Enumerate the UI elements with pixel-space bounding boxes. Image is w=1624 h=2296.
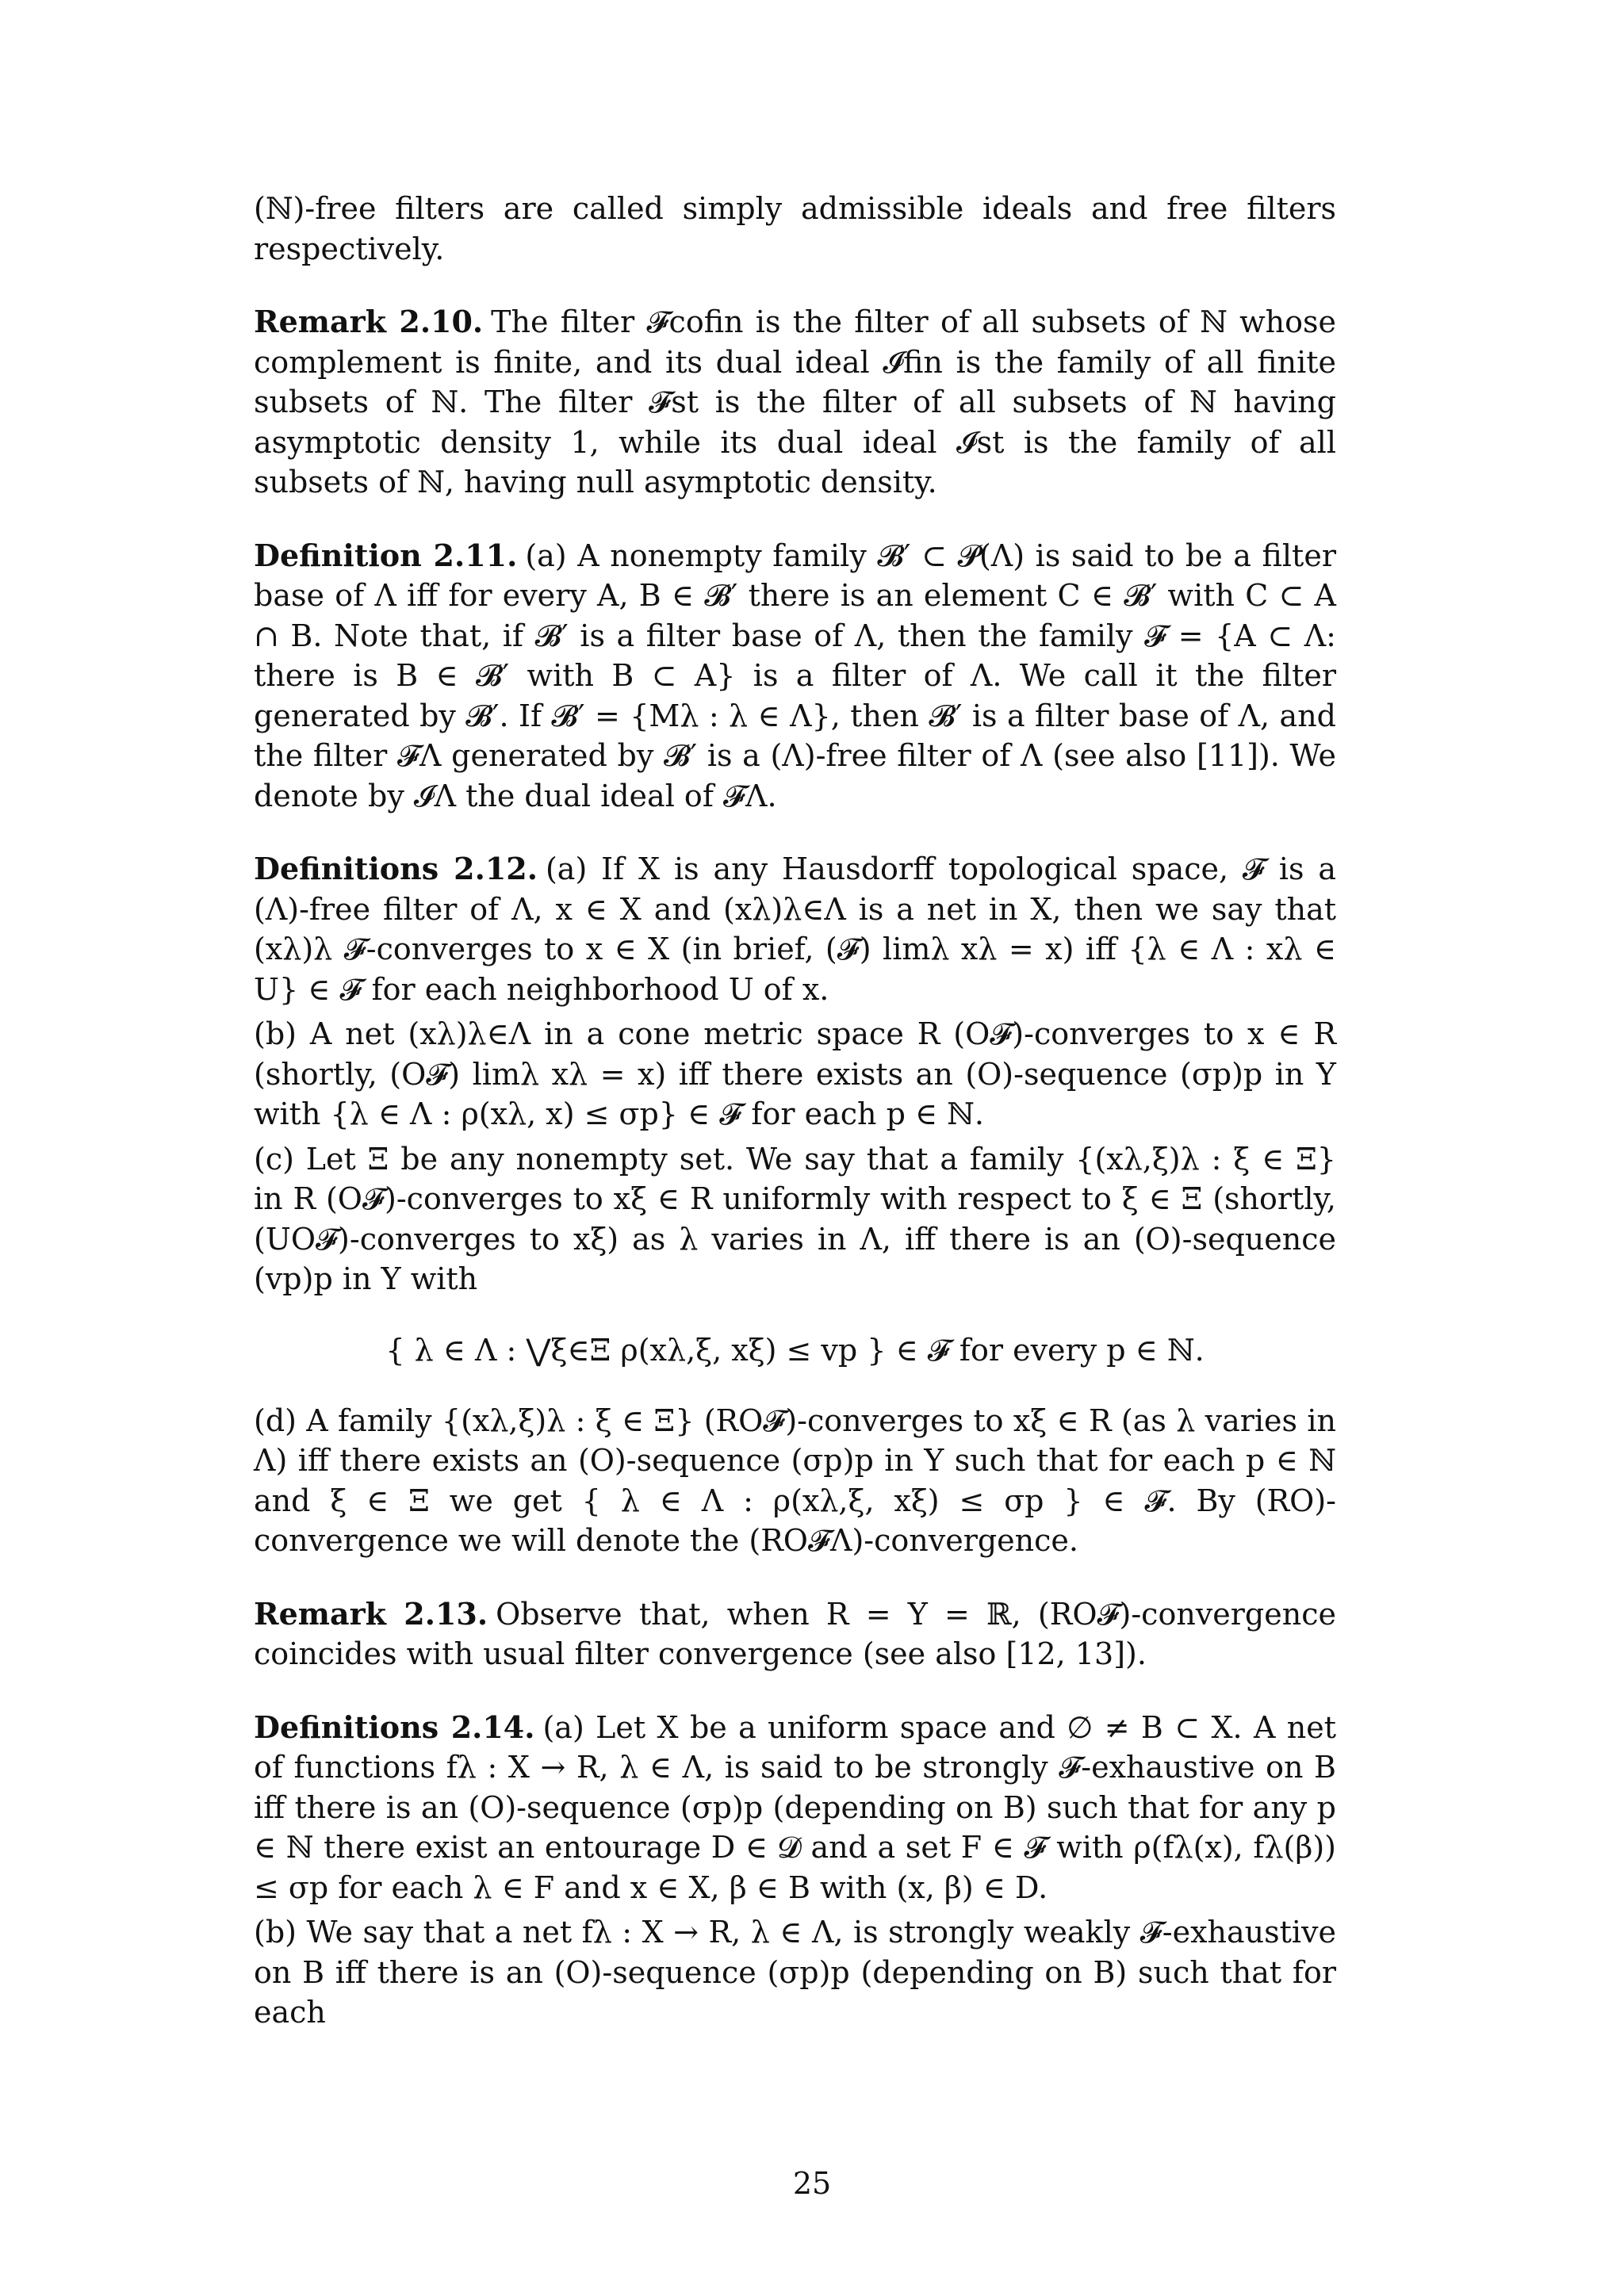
- definitions-2-12-c: (c) Let Ξ be any nonempty set. We say that a family {(xλ,ξ)λ : ξ ∈ Ξ} in R (O𝓕)-converges to xξ ∈ R uniformly with respect to ξ ∈ Ξ (shortly, (UO𝓕)-converges to xξ) as λ varies in Λ, iff there is an (O)-sequence (vp)p in Y with: [254, 1141, 1336, 1296]
- definitions-heading: Definitions 2.14.: [254, 1709, 535, 1745]
- page-body: [254, 189, 1336, 2033]
- definitions-2-14: [254, 1708, 1336, 2033]
- definitions-2-12-a-text: (a) If X is any Hausdorff topological space, 𝓕 is a (Λ)-free filter of Λ, x ∈ X and (xλ)λ∈Λ is a net in X, then we say that (xλ)λ 𝓕-converges to x ∈ X (in brief, (𝓕) limλ xλ = x) iff {λ ∈ Λ : xλ ∈ U} ∈ 𝓕 for each neighborhood U of x.: [254, 851, 1336, 1007]
- definitions-2-12-d: (d) A family {(xλ,ξ)λ : ξ ∈ Ξ} (RO𝓕)-converges to xξ ∈ R (as λ varies in Λ) iff there exists an (O)-sequence (σp)p in Y such that for each p ∈ ℕ and ξ ∈ Ξ we get { λ ∈ Λ : ρ(xλ,ξ, xξ) ≤ σp } ∈ 𝓕. By (RO)-convergence we will denote the (RO𝓕Λ)-convergence.: [254, 1402, 1336, 1558]
- definitions-2-12-b: (b) A net (xλ)λ∈Λ in a cone metric space R (O𝓕)-converges to x ∈ R (shortly, (O𝓕) limλ xλ = x) iff there exists an (O)-sequence (σp)p in Y with {λ ∈ Λ : ρ(xλ, x) ≤ σp} ∈ 𝓕 for each p ∈ ℕ.: [254, 1016, 1336, 1131]
- remark-2-13: [254, 1594, 1336, 1674]
- remark-heading: Remark 2.13.: [254, 1595, 488, 1632]
- page-number: 25: [792, 2166, 832, 2201]
- definitions-2-12-a: [254, 849, 1336, 1009]
- definition-heading: Definition 2.11.: [254, 537, 518, 573]
- definitions-2-14-a-text: (a) Let X be a uniform space and ∅ ≠ B ⊂ X. A net of functions fλ : X → R, λ ∈ Λ, is said to be strongly 𝓕-exhaustive on B iff there is an (O)-sequence (σp)p (depending on B) such that for any p ∈ ℕ there exist an entourage D ∈ 𝓓 and a set F ∈ 𝓕 with ρ(fλ(x), fλ(β)) ≤ σp for each λ ∈ F and x ∈ X, β ∈ B with (x, β) ∈ D.: [254, 1709, 1336, 1905]
- remark-text: Observe that, when R = Y = ℝ, (RO𝓕)-convergence coincides with usual filter convergence (see also [12, 13]).: [254, 1596, 1336, 1671]
- remark-2-10: [254, 302, 1336, 503]
- remark-text: The filter 𝓕cofin is the filter of all subsets of ℕ whose complement is finite, and its dual ideal 𝓘fin is the family of all finite subsets of ℕ. The filter 𝓕st is the filter of all subsets of ℕ having asymptotic density 1, while its dual ideal 𝓘st is the family of all subsets of ℕ, having null asymptotic density.: [254, 304, 1336, 499]
- intro-line: (ℕ)-free filters are called simply admissible ideals and free filters respectively.: [254, 191, 1336, 266]
- definition-text: (a) A nonempty family 𝓑′ ⊂ 𝓟(Λ) is said to be a filter base of Λ iff for every A, B ∈ 𝓑′ there is an element C ∈ 𝓑′ with C ⊂ A ∩ B. Note that, if 𝓑′ is a filter base of Λ, then the family 𝓕 = {A ⊂ Λ: there is B ∈ 𝓑′ with B ⊂ A} is a filter of Λ. We call it the filter generated by 𝓑′. If 𝓑′ = {Mλ : λ ∈ Λ}, then 𝓑′ is a filter base of Λ, and the filter 𝓕Λ generated by 𝓑′ is a (Λ)-free filter of Λ (see also [11]). We denote by 𝓘Λ the dual ideal of 𝓕Λ.: [254, 538, 1336, 813]
- definitions-2-12: [254, 849, 1336, 1561]
- definitions-2-14-a: [254, 1708, 1336, 1908]
- remark-heading: Remark 2.10.: [254, 304, 484, 339]
- definition-2-11: [254, 536, 1336, 817]
- display-equation: { λ ∈ Λ : ⋁ξ∈Ξ ρ(xλ,ξ, xξ) ≤ vp } ∈ 𝓕 for every p ∈ ℕ.: [385, 1332, 1205, 1368]
- definitions-heading: Definitions 2.12.: [254, 851, 538, 886]
- definitions-2-14-b: (b) We say that a net fλ : X → R, λ ∈ Λ, is strongly weakly 𝓕-exhaustive on B iff there is an (O)-sequence (σp)p (depending on B) such that for each: [254, 1915, 1336, 2030]
